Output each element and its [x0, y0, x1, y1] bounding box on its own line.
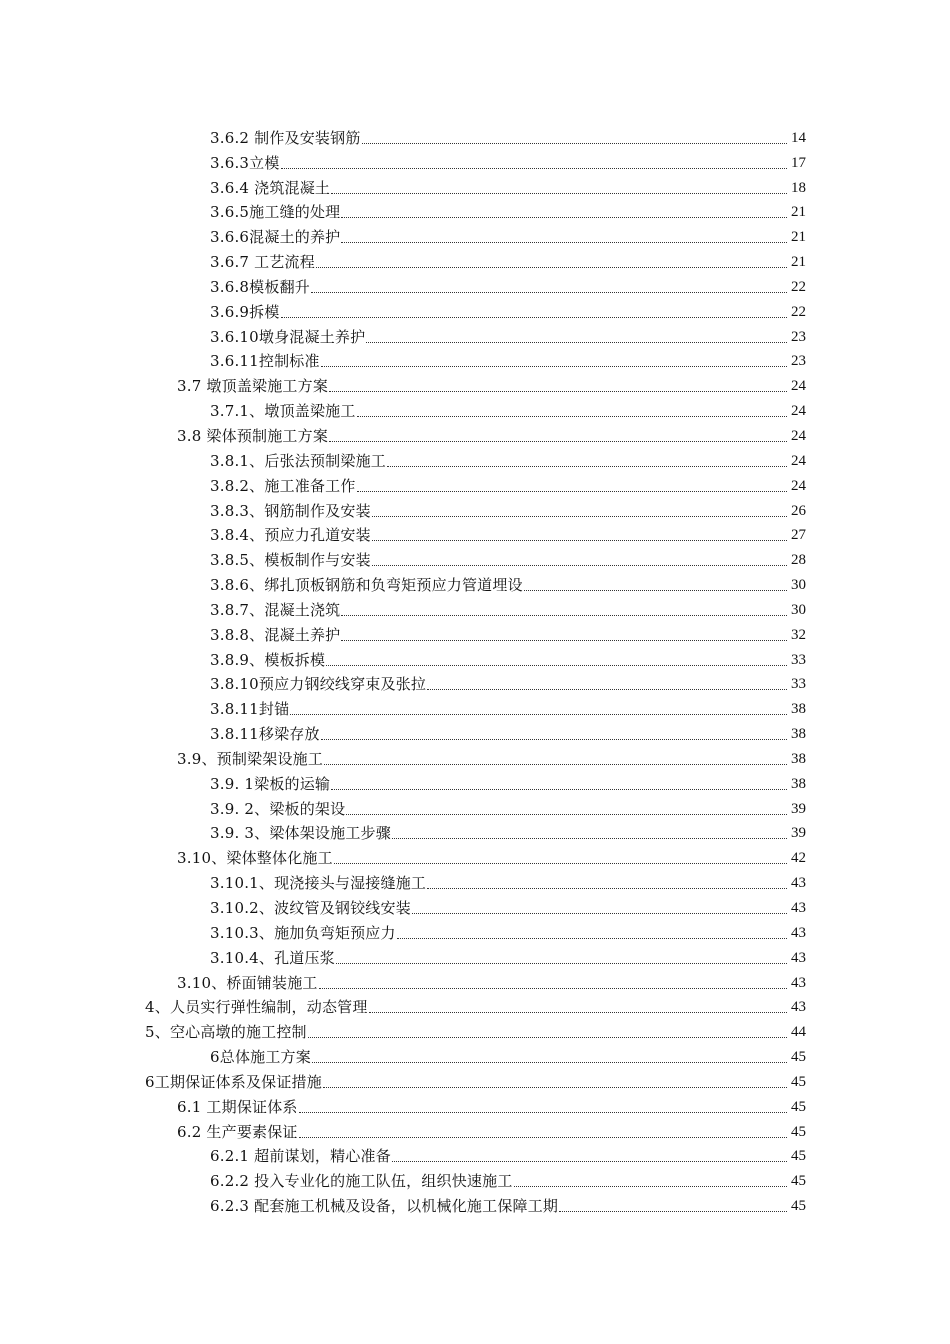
toc-entry[interactable]: [210, 622, 806, 647]
toc-entry-title: 6.2.3 配套施工机械及设备，以机械化施工保障工期: [210, 1197, 559, 1216]
toc-entry[interactable]: [210, 895, 806, 920]
toc-entry[interactable]: [210, 200, 806, 225]
toc-entry-page-number: 45: [791, 1148, 806, 1165]
dot-leader: [299, 1112, 787, 1113]
toc-entry[interactable]: [145, 995, 806, 1020]
toc-entry[interactable]: [210, 150, 806, 175]
toc-entry-title: 3.8.7、混凝土浇筑: [210, 600, 341, 619]
toc-entry[interactable]: [177, 1094, 806, 1119]
toc-entry[interactable]: [210, 249, 806, 274]
toc-entry-title: 6.2.2 投入专业化的施工队伍，组织快速施工: [210, 1172, 513, 1191]
toc-entry[interactable]: [210, 696, 806, 721]
toc-entry[interactable]: [210, 945, 806, 970]
toc-entry-page-number: 38: [791, 775, 806, 792]
toc-entry[interactable]: [210, 324, 806, 349]
dot-leader: [397, 938, 787, 939]
toc-entry[interactable]: [210, 1144, 806, 1169]
dot-leader: [341, 217, 787, 218]
toc-entry[interactable]: [210, 920, 806, 945]
toc-entry-page-number: 24: [791, 452, 806, 469]
toc-entry-title: 4、人员实行弹性编制，动态管理: [145, 998, 368, 1017]
toc-entry[interactable]: [210, 299, 806, 324]
toc-entry-title: 3.6.5施工缝的处理: [210, 203, 341, 222]
dot-leader: [341, 242, 787, 243]
dot-leader: [559, 1211, 787, 1212]
toc-entry-page-number: 45: [791, 1098, 806, 1115]
toc-entry-page-number: 23: [791, 328, 806, 345]
toc-entry-title: 3.8.10预应力钢绞线穿束及张拉: [210, 675, 427, 694]
toc-entry-page-number: 24: [791, 427, 806, 444]
toc-entry[interactable]: [210, 175, 806, 200]
toc-entry-page-number: 30: [791, 601, 806, 618]
toc-entry-page-number: 43: [791, 999, 806, 1016]
toc-entry[interactable]: [210, 498, 806, 523]
dot-leader: [290, 714, 787, 715]
toc-entry-title: 3.6.9拆模: [210, 302, 280, 321]
dot-leader: [299, 1137, 787, 1138]
dot-leader: [362, 143, 787, 144]
toc-entry[interactable]: [210, 572, 806, 597]
toc-entry-page-number: 43: [791, 949, 806, 966]
toc-entry-title: 3.10.4、孔道压浆: [210, 948, 335, 967]
dot-leader: [281, 317, 787, 318]
toc-entry-page-number: 45: [791, 1173, 806, 1190]
dot-leader: [331, 789, 787, 790]
toc-entry[interactable]: [210, 771, 806, 796]
toc-entry-page-number: 14: [791, 129, 806, 146]
dot-leader: [316, 267, 787, 268]
toc-entry-title: 3.9. 1梁板的运输: [210, 774, 331, 793]
toc-entry-title: 3.6.6混凝土的养护: [210, 228, 341, 247]
toc-entry-page-number: 38: [791, 701, 806, 718]
toc-entry-page-number: 45: [791, 1198, 806, 1215]
dot-leader: [392, 1161, 787, 1162]
toc-entry-page-number: 24: [791, 378, 806, 395]
toc-entry-title: 6总体施工方案: [210, 1048, 311, 1067]
toc-entry-page-number: 30: [791, 577, 806, 594]
dot-leader: [357, 491, 787, 492]
dot-leader: [366, 342, 787, 343]
toc-entry-page-number: 21: [791, 229, 806, 246]
toc-entry-title: 3.6.8模板翻升: [210, 277, 310, 296]
toc-entry[interactable]: [210, 473, 806, 498]
toc-entry-title: 3.7.1、墩顶盖梁施工: [210, 402, 356, 421]
toc-entry[interactable]: [210, 672, 806, 697]
toc-entry-title: 3.7 墩顶盖梁施工方案: [177, 377, 329, 396]
dot-leader: [329, 391, 787, 392]
toc-entry-title: 3.8.5、模板制作与安装: [210, 551, 371, 570]
toc-entry[interactable]: [210, 349, 806, 374]
toc-entry-page-number: 42: [791, 850, 806, 867]
toc-entry[interactable]: [210, 1044, 806, 1069]
toc-entry-title: 6.2.1 超前谋划，精心准备: [210, 1147, 391, 1166]
dot-leader: [372, 540, 787, 541]
toc-entry[interactable]: [145, 1019, 806, 1044]
dot-leader: [346, 814, 787, 815]
dot-leader: [427, 888, 787, 889]
toc-entry-title: 3.8.4、预应力孔道安装: [210, 526, 371, 545]
toc-entry-title: 3.9、预制梁架设施工: [177, 749, 324, 768]
toc-entry-page-number: 38: [791, 726, 806, 743]
dot-leader: [281, 168, 787, 169]
dot-leader: [524, 590, 787, 591]
toc-entry-title: 3.6.7 工艺流程: [210, 253, 315, 272]
dot-leader: [329, 441, 787, 442]
toc-entry-title: 3.8 梁体预制施工方案: [177, 426, 329, 445]
toc-entry-title: 3.8.9、模板拆模: [210, 650, 326, 669]
toc-entry-page-number: 43: [791, 875, 806, 892]
dot-leader: [321, 739, 787, 740]
dot-leader: [372, 516, 787, 517]
toc-entry-title: 3.8.8、混凝土养护: [210, 625, 341, 644]
toc-entry-page-number: 21: [791, 204, 806, 221]
toc-entry-title: 3.8.1、后张法预制梁施工: [210, 451, 386, 470]
dot-leader: [369, 1012, 787, 1013]
dot-leader: [387, 466, 787, 467]
toc-entry[interactable]: [177, 423, 806, 448]
toc-entry-page-number: 43: [791, 974, 806, 991]
dot-leader: [336, 963, 787, 964]
dot-leader: [341, 640, 787, 641]
toc-entry[interactable]: [210, 1168, 806, 1193]
toc-entry[interactable]: [210, 125, 806, 150]
toc-entry[interactable]: [210, 870, 806, 895]
dot-leader: [308, 1037, 787, 1038]
toc-entry-title: 3.8.3、钢筋制作及安装: [210, 501, 371, 520]
toc-entry-title: 5、空心高墩的施工控制: [145, 1023, 307, 1042]
toc-entry-page-number: 21: [791, 254, 806, 271]
toc-entry[interactable]: [210, 821, 806, 846]
toc-entry-page-number: 38: [791, 750, 806, 767]
dot-leader: [334, 863, 787, 864]
toc-entry-title: 3.6.10墩身混凝土养护: [210, 327, 366, 346]
toc-entry-title: 3.10、桥面铺装施工: [177, 973, 318, 992]
toc-entry[interactable]: [210, 1193, 806, 1218]
toc-entry-page-number: 39: [791, 825, 806, 842]
toc-entry-page-number: 17: [791, 154, 806, 171]
toc-entry-title: 3.10.2、波纹管及钢铰线安装: [210, 899, 411, 917]
toc-entry[interactable]: [210, 547, 806, 572]
toc-entry[interactable]: [210, 448, 806, 473]
toc-entry-title: 6.1 工期保证体系: [177, 1097, 298, 1116]
dot-leader: [321, 366, 787, 367]
dot-leader: [312, 1062, 787, 1063]
toc-entry-page-number: 22: [791, 303, 806, 320]
toc-entry-page-number: 39: [791, 800, 806, 817]
dot-leader: [412, 913, 787, 914]
toc-entry-page-number: 45: [791, 1073, 806, 1090]
toc-entry-title: 3.9. 2、梁板的架设: [210, 799, 346, 818]
toc-entry-page-number: 45: [791, 1049, 806, 1066]
toc-entry-title: 3.8.2、施工准备工作: [210, 476, 356, 495]
toc-entry-title: 6工期保证体系及保证措施: [145, 1072, 322, 1091]
dot-leader: [357, 416, 787, 417]
toc-entry[interactable]: [177, 845, 806, 870]
toc-entry-title: 3.6.11控制标准: [210, 352, 320, 371]
toc-entry-title: 3.10.1、现浇接头与湿接缝施工: [210, 874, 427, 893]
toc-entry-title: 3.6.3立模: [210, 153, 280, 172]
toc-entry-page-number: 26: [791, 502, 806, 519]
toc-entry-page-number: 33: [791, 651, 806, 668]
toc-entry[interactable]: [210, 721, 806, 746]
toc-entry-title: 3.9. 3、梁体架设施工步骤: [210, 824, 391, 843]
dot-leader: [331, 193, 787, 194]
toc-entry[interactable]: [177, 373, 806, 398]
toc-entry-title: 3.8.11移梁存放: [210, 725, 320, 744]
toc-entry[interactable]: [177, 1119, 806, 1144]
toc-entry-title: 3.10.3、施加负弯矩预应力: [210, 923, 396, 942]
toc-entry-page-number: 43: [791, 924, 806, 941]
toc-entry[interactable]: [177, 746, 806, 771]
toc-entry-title: 3.6.4 浇筑混凝土: [210, 178, 331, 197]
toc-entry-page-number: 24: [791, 403, 806, 420]
toc-entry[interactable]: [210, 597, 806, 622]
toc-entry-page-number: 18: [791, 179, 806, 196]
dot-leader: [392, 838, 787, 839]
dot-leader: [341, 615, 787, 616]
toc-entry[interactable]: [210, 224, 806, 249]
toc-entry[interactable]: [210, 398, 806, 423]
table-of-contents: [0, 125, 950, 1218]
toc-entry-page-number: 32: [791, 626, 806, 643]
toc-entry[interactable]: [210, 647, 806, 672]
toc-entry[interactable]: [210, 274, 806, 299]
toc-entry[interactable]: [177, 970, 806, 995]
toc-entry-page-number: 27: [791, 527, 806, 544]
dot-leader: [319, 988, 787, 989]
toc-entry-page-number: 44: [791, 1024, 806, 1041]
toc-entry-page-number: 23: [791, 353, 806, 370]
dot-leader: [372, 565, 787, 566]
dot-leader: [326, 665, 787, 666]
toc-entry-title: 3.8.11封锚: [210, 700, 290, 719]
toc-entry-page-number: 24: [791, 477, 806, 494]
toc-entry-title: 6.2 生产要素保证: [177, 1122, 298, 1141]
toc-entry-page-number: 43: [791, 900, 806, 916]
toc-entry-page-number: 33: [791, 676, 806, 693]
dot-leader: [323, 1087, 787, 1088]
toc-entry-page-number: 22: [791, 278, 806, 295]
toc-entry[interactable]: [210, 523, 806, 548]
dot-leader: [324, 764, 787, 765]
toc-entry-title: 3.10、梁体整体化施工: [177, 849, 333, 868]
dot-leader: [514, 1186, 787, 1187]
toc-entry-title: 3.8.6、绑扎顶板钢筋和负弯矩预应力管道埋设: [210, 576, 523, 595]
toc-entry-page-number: 28: [791, 552, 806, 569]
toc-entry-title: 3.6.2 制作及安装钢筋: [210, 128, 361, 147]
dot-leader: [427, 689, 787, 690]
dot-leader: [311, 292, 787, 293]
toc-entry-page-number: 45: [791, 1123, 806, 1140]
toc-entry[interactable]: [210, 796, 806, 821]
toc-entry[interactable]: [145, 1069, 806, 1094]
